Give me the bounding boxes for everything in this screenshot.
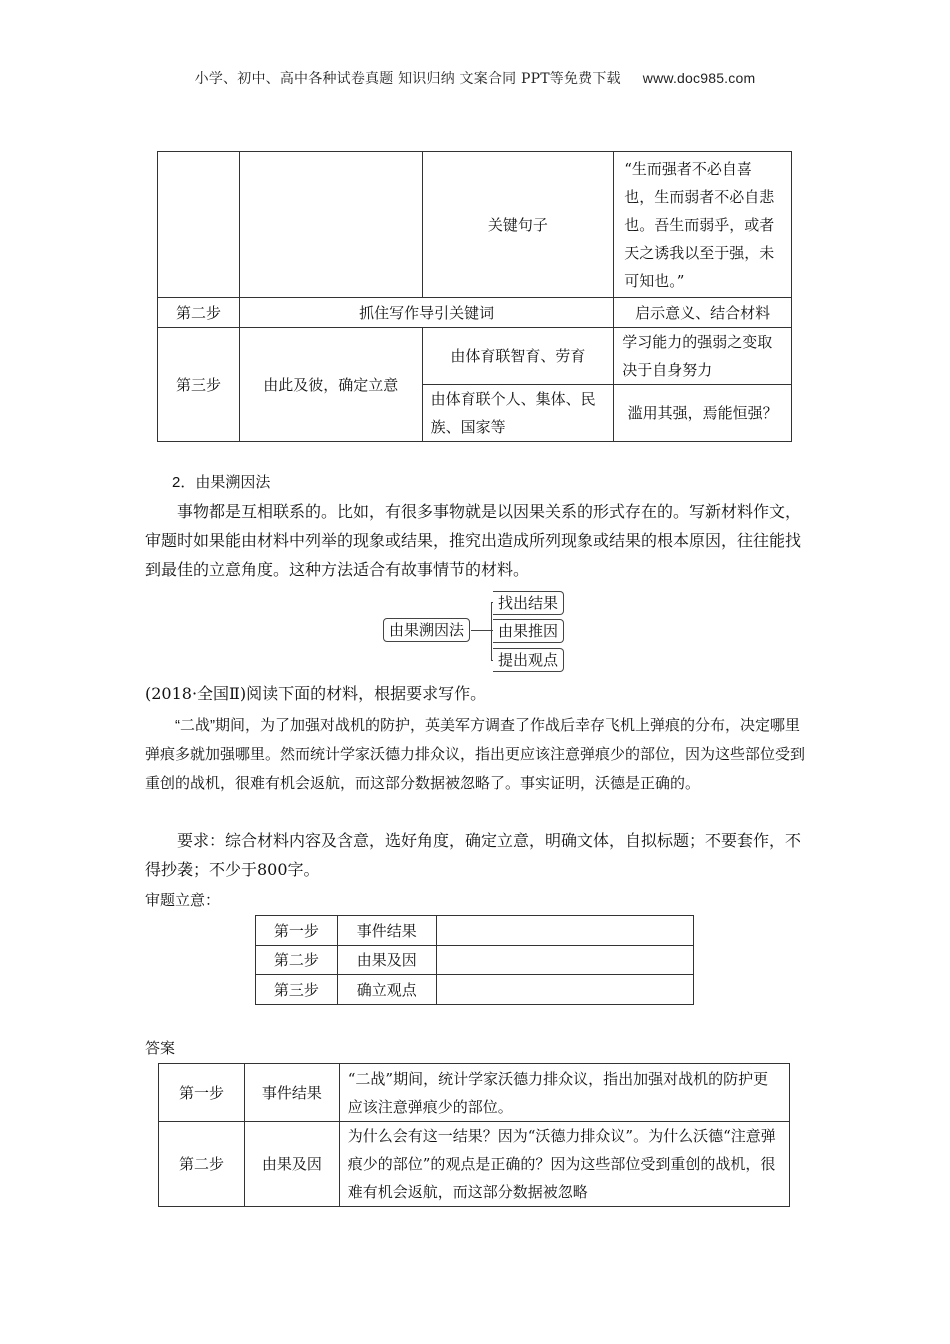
table-row (256, 916, 694, 946)
table-row (158, 328, 792, 385)
table-row (256, 975, 694, 1005)
table-cell: 确立观点 (337, 975, 436, 1005)
table-cell: 抓住写作导引关键词 (239, 298, 613, 328)
table-cell: 事件结果 (244, 1064, 339, 1122)
table-cell: 为什么会有这一结果？因为“沃德力排众议”。为什么沃德“注意弹痕少的部位”的观点是正确的？因为这些部位受到重创的战机，很难有机会返航，而这部分数据被忽略 (339, 1122, 789, 1207)
table-row (256, 946, 694, 975)
table-row (158, 152, 792, 298)
table-cell: 学习能力的强弱之变取决于自身努力 (614, 328, 792, 385)
analysis-table-1 (157, 151, 792, 442)
table-cell: 滥用其强，焉能恒强？ (614, 385, 792, 442)
table-cell: 第三步 (256, 975, 338, 1005)
diagram-connector (471, 630, 491, 631)
method-diagram (383, 590, 573, 672)
table-cell (158, 152, 240, 298)
table-cell: 由果及因 (244, 1122, 339, 1207)
answer-label: 答案 (145, 1040, 176, 1057)
table-cell: 由体育联智育、劳育 (422, 328, 614, 385)
table-cell: 第一步 (256, 916, 338, 946)
table-cell: 第一步 (159, 1064, 245, 1122)
header-site: www.doc985.com (642, 70, 756, 86)
page-header (0, 68, 950, 88)
table-cell: 第二步 (256, 946, 338, 975)
table-row (159, 1122, 790, 1207)
table-cell: 由果及因 (337, 946, 436, 975)
table-cell: “生而强者不必自喜也，生而弱者不必自悲也。吾生而弱乎，或者天之诱我以至于强，未可知也。” (614, 152, 792, 298)
analysis-label: 审题立意： (145, 892, 221, 909)
table-cell: 第三步 (158, 328, 240, 442)
answer-table (158, 1063, 790, 1207)
table-cell-empty (436, 946, 693, 975)
diagram-root: 由果溯因法 (383, 618, 470, 642)
table-cell: 关键句子 (422, 152, 614, 298)
diagram-branch: 提出观点 (493, 648, 564, 672)
diagram-connector (491, 602, 492, 660)
table-cell-empty (436, 916, 693, 946)
table-cell: 第二步 (158, 298, 240, 328)
section-paragraph: 事物都是互相联系的。比如，有很多事物就是以因果关系的形式存在的。写新材料作文，审题时如果能由材料中列举的现象或结果，推究出造成所列现象或结果的根本原因，往往能找到最佳的立意角度。这种方法适合有故事情节的材料。 (145, 502, 802, 579)
table-cell: 第二步 (159, 1122, 245, 1207)
table-cell (239, 152, 422, 298)
table-cell: 由此及彼，确定立意 (239, 328, 422, 442)
section-title: 2．由果溯因法 (172, 474, 271, 491)
table-cell: 由体育联个人、集体、民族、国家等 (422, 385, 614, 442)
header-text: 小学、初中、高中各种试卷真题 知识归纳 文案合同 PPT等免费下载 (194, 71, 621, 87)
analysis-table-2 (255, 915, 694, 1005)
exam-requirement: 要求：综合材料内容及含意，选好角度，确定立意，明确文体，自拟标题；不要套作，不得抄袭；不少于800字。 (145, 831, 802, 879)
diagram-branch: 找出结果 (493, 591, 564, 615)
table-row (159, 1064, 790, 1122)
table-cell: 事件结果 (337, 916, 436, 946)
diagram-branch: 由果推因 (493, 619, 564, 643)
exam-intro: (2018·全国Ⅱ)阅读下面的材料，根据要求写作。 (145, 684, 487, 703)
exam-material: “二战”期间，为了加强对战机的防护，英美军方调查了作战后幸存飞机上弹痕的分布，决定哪里弹痕多就加强哪里。然而统计学家沃德力排众议，指出更应该注意弹痕少的部位，因为这些部位受到重创的战机，很难有机会返航，而这部分数据被忽略了。事实证明，沃德是正确的。 (145, 717, 806, 792)
table-cell: “二战”期间，统计学家沃德力排众议，指出加强对战机的防护更应该注意弹痕少的部位。 (339, 1064, 789, 1122)
table-row (158, 298, 792, 328)
table-cell-empty (436, 975, 693, 1005)
table-cell: 启示意义、结合材料 (614, 298, 792, 328)
